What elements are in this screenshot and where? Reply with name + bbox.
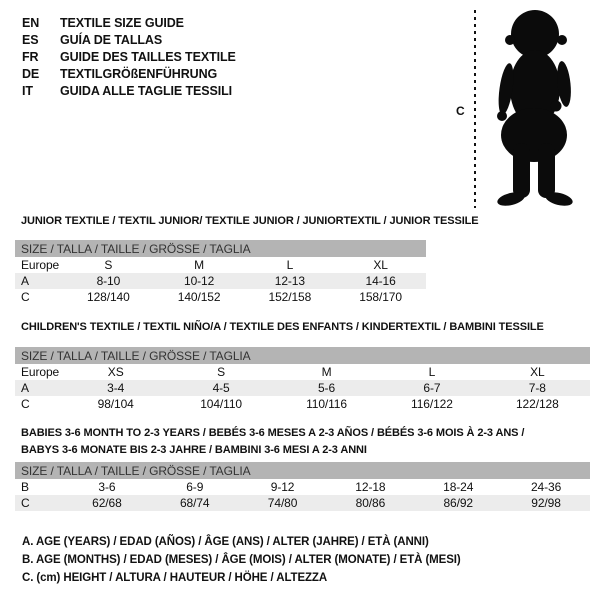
table-cell: 3-4 xyxy=(107,381,125,395)
footnote-a: A. AGE (YEARS) / EDAD (AÑOS) / ÂGE (ANS) / ALTER (JAHRE) / ETÀ (ANNI) xyxy=(22,536,429,548)
table-cell: 110/116 xyxy=(306,397,347,411)
table-cell: 10-12 xyxy=(184,274,215,288)
junior-size-table xyxy=(15,240,426,305)
table-row xyxy=(15,364,590,380)
table-cell: 4-5 xyxy=(212,381,230,395)
table-cell: 6-7 xyxy=(423,381,441,395)
table-cell: XS xyxy=(107,365,124,379)
row-label: A xyxy=(21,381,29,395)
table-cell: XL xyxy=(373,258,388,272)
row-label: C xyxy=(21,496,30,510)
table-row xyxy=(15,396,590,412)
table-cell: 12-18 xyxy=(355,480,386,494)
table-cell: L xyxy=(286,258,294,272)
language-code: FR xyxy=(22,49,39,64)
row-label: C xyxy=(21,397,30,411)
height-marker-label: C xyxy=(456,104,465,118)
table-row xyxy=(15,273,426,289)
table-cell: 86/92 xyxy=(443,496,473,510)
table-header-bar: SIZE / TALLA / TAILLE / GRÖSSE / TAGLIA xyxy=(15,240,426,257)
table-cell: 62/68 xyxy=(92,496,122,510)
dotted-height-line xyxy=(474,10,476,208)
language-list xyxy=(22,14,236,99)
table-cell: 3-6 xyxy=(98,480,116,494)
table-cell: 5-6 xyxy=(317,381,336,395)
table-header-bar: SIZE / TALLA / TAILLE / GRÖSSE / TAGLIA xyxy=(15,462,590,479)
language-code: EN xyxy=(22,15,40,30)
table-cell: M xyxy=(321,365,332,379)
language-row-fr xyxy=(22,48,236,65)
table-row xyxy=(15,495,590,511)
baby-height-figure xyxy=(450,4,598,214)
table-cell: 128/140 xyxy=(87,290,130,304)
row-label: C xyxy=(21,290,30,304)
table-cell: XL xyxy=(530,365,545,379)
table-cell: 18-24 xyxy=(443,480,474,494)
table-cell: 8-10 xyxy=(96,274,121,288)
babies-size-table xyxy=(15,462,590,511)
table-row xyxy=(15,257,426,273)
table-cell: 12-13 xyxy=(274,274,305,288)
language-code: ES xyxy=(22,32,39,47)
table-cell: 140/152 xyxy=(177,290,221,304)
table-cell: 24-36 xyxy=(530,480,562,494)
table-header-bar: SIZE / TALLA / TAILLE / GRÖSSE / TAGLIA xyxy=(15,347,590,364)
language-row-en xyxy=(22,14,236,31)
babies-title-line-2: BABYS 3-6 MONATE BIS 2-3 JAHRE / BAMBINI 3-6 MESI A 2-3 ANNI xyxy=(21,444,367,456)
table-cell: 9-12 xyxy=(270,480,295,494)
language-label: GUÍA DE TALLAS xyxy=(60,32,163,47)
table-cell: 68/74 xyxy=(179,496,210,510)
table-cell: 98/104 xyxy=(97,397,134,411)
table-row xyxy=(15,380,590,396)
language-label: TEXTILE SIZE GUIDE xyxy=(60,15,184,30)
table-cell: S xyxy=(217,365,226,379)
row-label: A xyxy=(21,274,29,288)
table-cell: S xyxy=(104,258,113,272)
language-row-it xyxy=(22,82,236,99)
language-row-es xyxy=(22,31,236,48)
baby-silhouette-image xyxy=(482,8,586,208)
table-cell: 152/158 xyxy=(268,290,312,304)
table-cell: 80/86 xyxy=(355,496,386,510)
footnotes xyxy=(22,533,461,587)
table-cell: 116/122 xyxy=(411,397,453,411)
row-label: B xyxy=(21,480,29,494)
table-cell: 74/80 xyxy=(267,496,298,510)
table-cell: 14-16 xyxy=(365,274,396,288)
table-cell: L xyxy=(428,365,436,379)
table-row xyxy=(15,289,426,305)
children-section-title: CHILDREN'S TEXTILE / TEXTIL NIÑO/A / TEXTILE DES ENFANTS / KINDERTEXTIL / BAMBINI TESSILE xyxy=(21,321,544,333)
language-label: TEXTILGRÖßENFÜHRUNG xyxy=(60,66,218,81)
babies-title-line-1: BABIES 3-6 MONTH TO 2-3 YEARS / BEBÉS 3-6 MESES A 2-3 AÑOS / BÉBÉS 3-6 MOIS À 2-3 ANS / xyxy=(21,427,525,439)
footnote-b: B. AGE (MONTHS) / EDAD (MESES) / ÂGE (MOIS) / ALTER (MONATE) / ETÀ (MESI) xyxy=(22,554,461,566)
language-code: IT xyxy=(22,83,33,98)
row-label: Europe xyxy=(21,365,60,379)
table-cell: 92/98 xyxy=(531,496,561,510)
table-row xyxy=(15,479,590,495)
language-row-de xyxy=(22,65,236,82)
table-cell: 104/110 xyxy=(200,397,242,411)
table-cell: M xyxy=(194,258,205,272)
language-label: GUIDA ALLE TAGLIE TESSILI xyxy=(60,83,233,98)
junior-section-title: JUNIOR TEXTILE / TEXTIL JUNIOR/ TEXTILE JUNIOR / JUNIORTEXTIL / JUNIOR TESSILE xyxy=(21,215,479,227)
language-label: GUIDE DES TAILLES TEXTILE xyxy=(60,49,236,64)
footnote-c: C. (cm) HEIGHT / ALTURA / HAUTEUR / HÖHE / ALTEZZA xyxy=(22,572,328,584)
language-code: DE xyxy=(22,66,40,81)
children-size-table xyxy=(15,347,590,412)
babies-section-title xyxy=(21,425,524,459)
row-label: Europe xyxy=(21,258,60,272)
table-cell: 122/128 xyxy=(515,397,559,411)
table-cell: 6-9 xyxy=(186,480,204,494)
table-cell: 7-8 xyxy=(528,381,546,395)
table-cell: 158/170 xyxy=(359,290,402,304)
